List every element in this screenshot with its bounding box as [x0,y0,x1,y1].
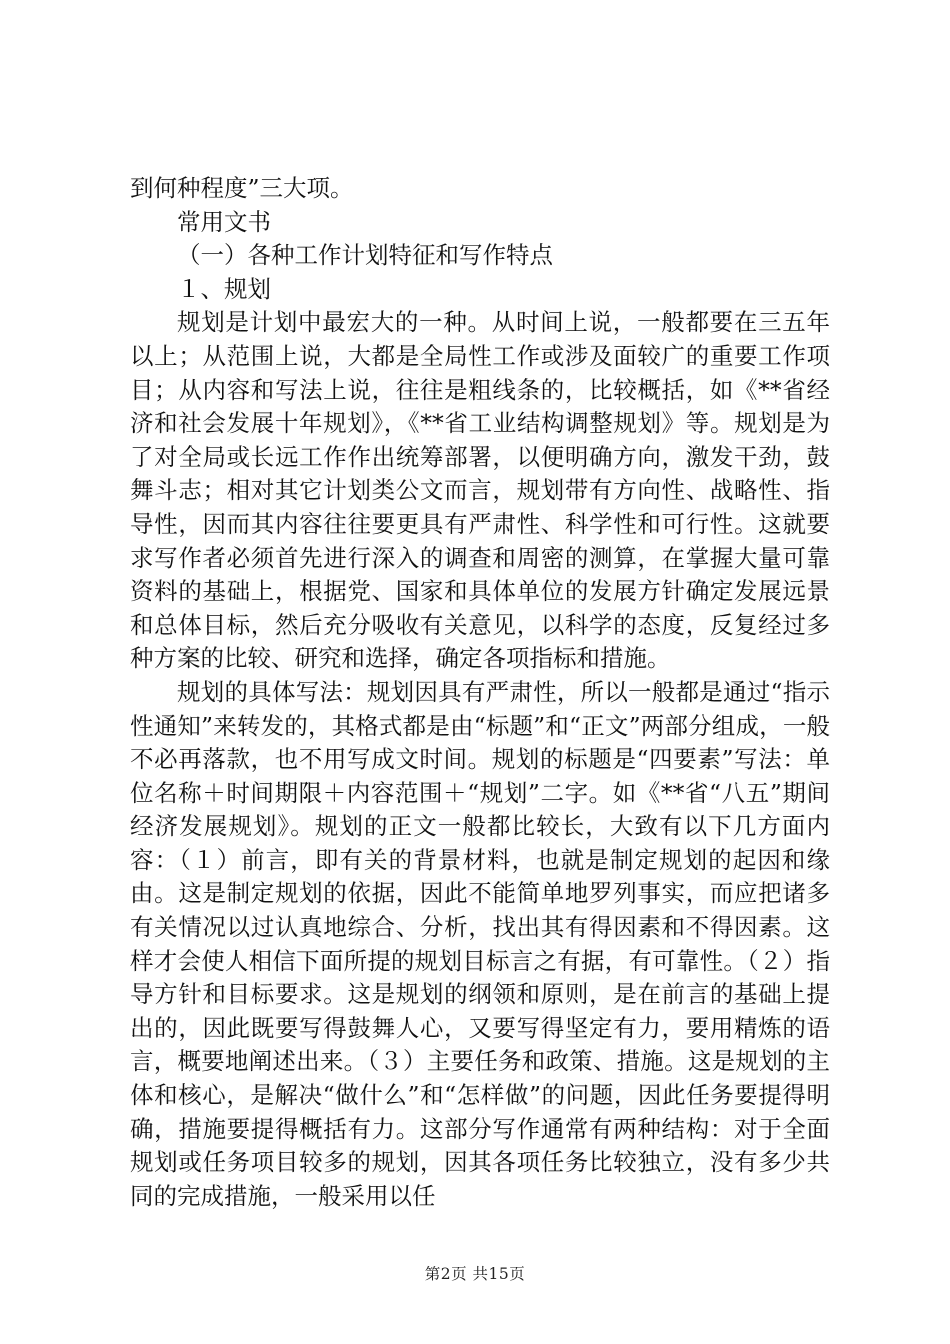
body-paragraph: 规划是计划中最宏大的一种。从时间上说，一般都要在三五年以上；从范围上说，大都是全局性工作或涉及面较广的重要工作项目；从内容和写法上说，往往是粗线条的，比较概括，如《**省经济和社会发展十年规划》，《**省工业结构调整规划》等。规划是为了对全局或长远工作作出统筹部署，以便明确方向，激发干劲，鼓舞斗志；相对其它计划类公文而言，规划带有方向性、战略性、指导性，因而其内容往往要更具有严肃性、科学性和可行性。这就要求写作者必须首先进行深入的调查和周密的测算，在掌握大量可靠资料的基础上，根据党、国家和具体单位的发展方针确定发展远景和总体目标，然后充分吸收有关意见，以科学的态度，反复经过多种方案的比较、研究和选择，确定各项指标和措施。 [130,308,830,673]
section-heading: 常用文书 [177,207,271,236]
item-heading: １、规划 [177,274,271,303]
paragraph-continuation: 到何种程度”三大项。 [130,174,354,202]
page-number-footer: 第2页 共15页 [424,1265,526,1283]
body-paragraph: 规划的具体写法：规划因具有严肃性，所以一般都是通过“指示性通知”来转发的，其格式都是由“标题”和“正文”两部分组成，一般不必再落款，也不用写成文时间。规划的标题是“四要素”写法：单位名称＋时间期限＋内容范围＋“规划”二字。如《**省“八五”期间经济发展规划》。规划的正文一般都比较长，大致有以下几方面内容：（１）前言，即有关的背景材料，也就是制定规划的起因和缘由。这是制定规划的依据，因此不能简单地罗列事实，而应把诸多有关情况以过认真地综合、分析，找出其有得因素和不得因素。这样才会使人相信下面所提的规划目标言之有据，有可靠性。（２）指导方针和目标要求。这是规划的纲领和原则，是在前言的基础上提出的，因此既要写得鼓舞人心，又要写得坚定有力，要用精炼的语言，概要地阐述出来。（３）主要任务和政策、措施。这是规划的主体和核心，是解决“做什么”和“怎样做”的问题，因此任务要提得明确，措施要提得概括有力。这部分写作通常有两种结构：对于全面规划或任务项目较多的规划，因其各项任务比较独立，没有多少共同的完成措施，一般采用以任 [130,677,830,1210]
document-body [130,172,830,1213]
subsection-heading: （一）各种工作计划特征和写作特点 [177,241,553,270]
